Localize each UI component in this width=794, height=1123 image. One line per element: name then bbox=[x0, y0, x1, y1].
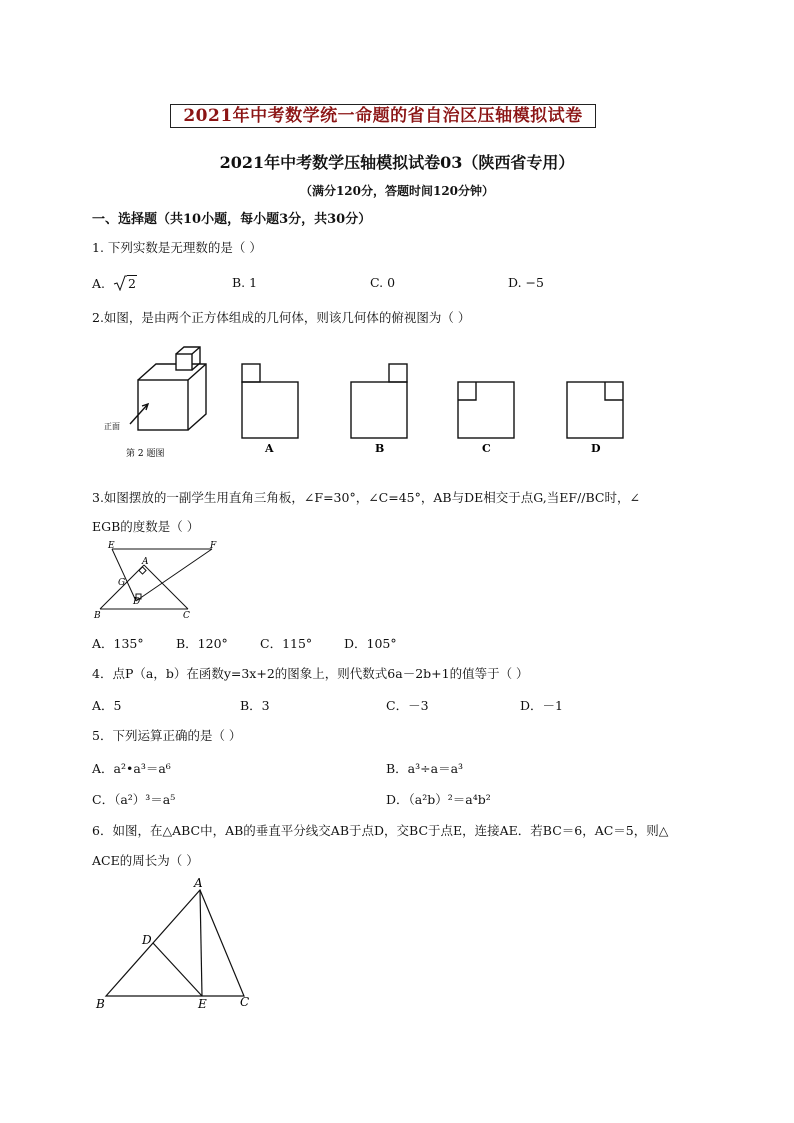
question-6-line1: 6．如图，在△ABC中，AB的垂直平分线交AB于点D，交BC于点E，连接AE．若BC＝6，AC＝5，则△ bbox=[92, 823, 669, 838]
point-e: E bbox=[198, 997, 207, 1011]
page-subtitle: （满分120分，答题时间120分钟） bbox=[299, 184, 495, 198]
q4-option-a: A．5 bbox=[92, 698, 122, 713]
option-a-view bbox=[242, 382, 298, 438]
point-a: A bbox=[142, 557, 149, 567]
sqrt-icon bbox=[113, 275, 127, 291]
question-1-stem: 1. 下列实数是无理数的是（ ） bbox=[92, 240, 262, 255]
page-title: 2021年中考数学压轴模拟试卷03（陕西省专用） bbox=[219, 153, 575, 172]
triangle-abc bbox=[106, 890, 244, 996]
q3-option-d: D．105° bbox=[344, 636, 397, 651]
point-e: E bbox=[108, 541, 115, 551]
exam-banner: 2021年中考数学统一命题的省自治区压轴模拟试卷 bbox=[170, 104, 596, 128]
q1-option-a-label: A. bbox=[92, 276, 106, 291]
q2-label-c: C bbox=[482, 442, 491, 455]
point-a: A bbox=[194, 876, 203, 890]
q2-label-b: B bbox=[375, 442, 385, 455]
q2-label-a: A bbox=[265, 442, 274, 455]
figure-caption: 第 2 题图 bbox=[126, 449, 165, 459]
point-c: C bbox=[183, 611, 190, 621]
option-b-view bbox=[351, 382, 407, 438]
question-3-line2: EGB的度数是（ ） bbox=[92, 519, 200, 534]
small-cube-front bbox=[176, 354, 192, 370]
q5-option-a: A．a²•a³＝a⁶ bbox=[92, 761, 171, 776]
q4-option-b: B．3 bbox=[240, 698, 270, 713]
question-2-stem: 2.如图，是由两个正方体组成的几何体，则该几何体的俯视图为（ ） bbox=[92, 310, 471, 325]
q1-option-a bbox=[92, 275, 137, 291]
q5-option-b: B．a³÷a＝a³ bbox=[386, 761, 464, 776]
section-heading: 一、选择题（共10小题，每小题3分，共30分） bbox=[92, 212, 372, 227]
q1-option-b: B. 1 bbox=[232, 275, 258, 290]
point-d: D bbox=[142, 933, 152, 947]
q5-option-d: D．（a²b）²＝a⁴b² bbox=[386, 792, 491, 807]
q3-option-a: A．135° bbox=[92, 636, 144, 651]
q4-option-c: C．－3 bbox=[386, 698, 429, 713]
q3-option-b: B．120° bbox=[176, 636, 228, 651]
point-d: D bbox=[133, 597, 141, 607]
q1-option-a-radicand: 2 bbox=[128, 276, 136, 291]
point-g: G bbox=[118, 578, 126, 588]
point-b: B bbox=[96, 997, 105, 1011]
q1-option-c: C. 0 bbox=[370, 275, 396, 290]
point-b: B bbox=[94, 611, 101, 621]
q5-option-c: C．（a²）³＝a⁵ bbox=[92, 792, 176, 807]
q3-option-c: C．115° bbox=[260, 636, 313, 651]
q1-option-d: D. −5 bbox=[508, 275, 544, 290]
line-de bbox=[153, 943, 202, 996]
q2-label-d: D bbox=[591, 442, 601, 455]
option-d-view bbox=[567, 382, 623, 438]
question-4-stem: 4．点P（a，b）在函数y=3x+2的图象上，则代数式6a－2b+1的值等于（ ） bbox=[92, 666, 529, 681]
q2-figure bbox=[90, 338, 650, 466]
front-label: 正面 bbox=[104, 422, 120, 431]
q6-figure bbox=[90, 876, 260, 1016]
question-6-line2: ACE的周长为（ ） bbox=[92, 853, 199, 868]
point-c: C bbox=[240, 995, 250, 1009]
question-5-stem: 5．下列运算正确的是（ ） bbox=[92, 728, 242, 743]
question-3-line1: 3.如图摆放的一副学生用直角三角板，∠F=30°，∠C=45°，AB与DE相交于点G,当EF//BC时，∠ bbox=[92, 490, 640, 505]
q3-figure bbox=[90, 540, 230, 622]
line-ae bbox=[200, 890, 202, 996]
option-c-view bbox=[458, 382, 514, 438]
point-f: F bbox=[210, 541, 217, 551]
q4-option-d: D．－1 bbox=[520, 698, 563, 713]
